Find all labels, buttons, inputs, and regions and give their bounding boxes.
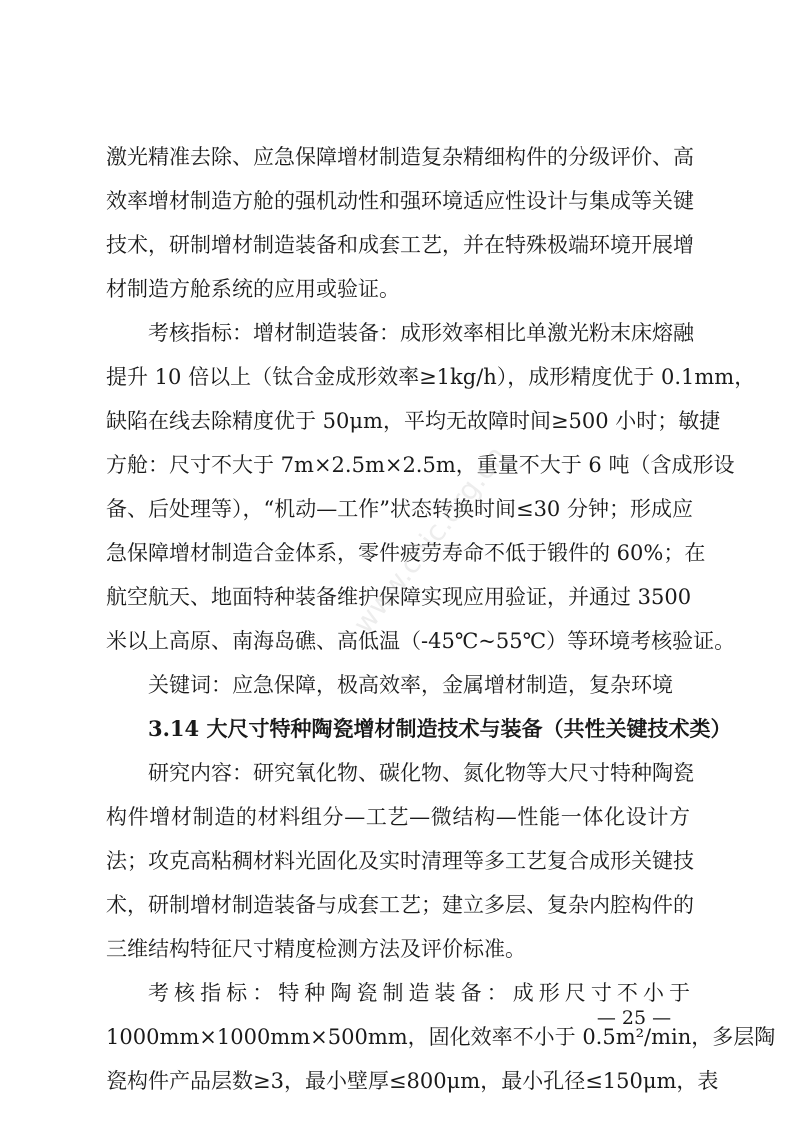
text-line: 研究内容：研究氧化物、碳化物、氮化物等大尺寸特种陶瓷 <box>148 761 694 785</box>
text-line: 方舱：尺寸不大于 7m×2.5m×2.5m，重量不大于 6 吨（含成形设 <box>106 453 735 477</box>
text-line: 航空航天、地面特种装备维护保障实现应用验证，并通过 3500 <box>106 585 692 609</box>
text-line: 材制造方舱系统的应用或验证。 <box>106 277 400 301</box>
text-line: 备、后处理等），“机动—工作”状态转换时间≤30 分钟；形成应 <box>106 497 693 521</box>
text-line: 1000mm×1000mm×500mm，固化效率不小于 0.5m²/min，多层陶 <box>106 1025 776 1049</box>
section-heading: 3.14 大尺寸特种陶瓷增材制造技术与装备（共性关键技术类） <box>148 716 732 741</box>
text-line: 法；攻克高粘稠材料光固化及实时清理等多工艺复合成形关键技 <box>106 849 694 873</box>
text-line: 缺陷在线去除精度优于 50μm，平均无故障时间≥500 小时；敏捷 <box>106 409 721 433</box>
text-line: 提升 10 倍以上（钛合金成形效率≥1kg/h），成形精度优于 0.1mm， <box>106 365 756 389</box>
text-line: 激光精准去除、应急保障增材制造复杂精细构件的分级评价、高 <box>106 145 694 169</box>
text-line: 急保障增材制造合金体系，零件疲劳寿命不低于锻件的 60%；在 <box>106 541 706 565</box>
text-line: 瓷构件产品层数≥3，最小壁厚≤800μm，最小孔径≤150μm，表 <box>106 1069 719 1093</box>
text-line: 技术，研制增材制造装备和成套工艺，并在特殊极端环境开展增 <box>106 233 694 257</box>
keywords-line: 关键词：应急保障，极高效率，金属增材制造，复杂环境 <box>148 673 673 697</box>
text-line: 考核指标：增材制造装备：成形效率相比单激光粉末床熔融 <box>148 321 694 345</box>
text-line: 效率增材制造方舱的强机动性和强环境适应性设计与集成等关键 <box>106 189 694 213</box>
svg-text:www.cnic.org.cn: www.cnic.org.cn <box>346 439 513 640</box>
text-line: 考核指标：特种陶瓷制造装备：成形尺寸不小于 <box>148 981 690 1005</box>
text-line: 三维结构特征尺寸精度检测方法及评价标准。 <box>106 937 526 961</box>
text-line: 术，研制增材制造装备与成套工艺；建立多层、复杂内腔构件的 <box>106 893 694 917</box>
page-number: — 25 — <box>596 1007 672 1029</box>
text-line: 构件增材制造的材料组分—工艺—微结构—性能一体化设计方 <box>106 805 690 829</box>
text-line: 米以上高原、南海岛礁、高低温（-45℃~55℃）等环境考核验证。 <box>106 629 736 653</box>
